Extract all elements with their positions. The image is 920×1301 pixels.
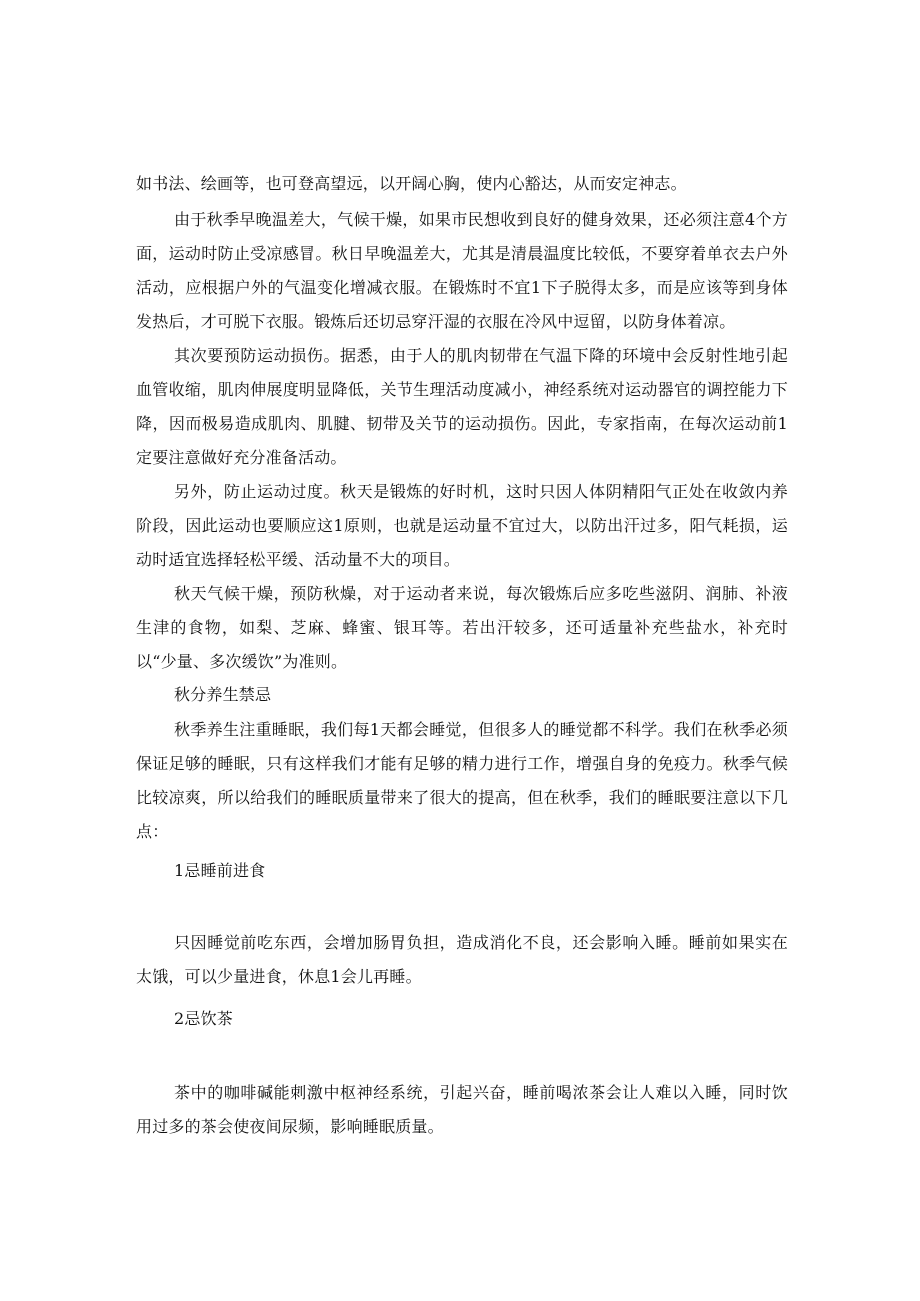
section-heading: 秋分养生禁忌 [174, 685, 272, 704]
paragraph-overexercise: 另外，防止运动过度。秋天是锻炼的好时机，这时只因人体阴精阳气正处在收敛内养阶段，因此运动也要顺应这1原则，也就是运动量不宜过大，以防出汗过多，阳气耗损，运动时适宜选择轻松平缓、活动量不大的项目。 [136, 482, 788, 569]
paragraph-temperature-difference: 由于秋季早晚温差大，气候干燥，如果市民想收到良好的健身效果，还必须注意4个方面，运动时防止受凉感冒。秋日早晚温差大，尤其是清晨温度比较低，不要穿着单衣去户外活动，应根据户外的气温变化增减衣服。在锻炼时不宜1下子脱得太多，而是应该等到身体发热后，才可脱下衣服。锻炼后还切忌穿汗湿的衣服在冷风中逗留，以防身体着凉。 [136, 210, 788, 331]
list-item-body-2: 茶中的咖啡碱能刺激中枢神经系统，引起兴奋，睡前喝浓茶会让人难以入睡，同时饮用过多的茶会使夜间尿频，影响睡眠质量。 [136, 1083, 788, 1136]
paragraph-continuation: 如书法、绘画等，也可登高望远，以开阔心胸，使内心豁达，从而安定神志。 [136, 174, 687, 193]
paragraph-autumn-dryness: 秋天气候干燥，预防秋燥，对于运动者来说，每次锻炼后应多吃些滋阴、润肺、补液生津的食物，如梨、芝麻、蜂蜜、银耳等。若出汗较多，还可适量补充些盐水，补充时以“少量、多次缓饮”为准则。 [136, 584, 788, 671]
paragraph-sleep-intro: 秋季养生注重睡眠，我们每1天都会睡觉，但很多人的睡觉都不科学。我们在秋季必须保证足够的睡眠，只有这样我们才能有足够的精力进行工作，增强自身的免疫力。秋季气候比较凉爽，所以给我们的睡眠质量带来了很大的提高，但在秋季，我们的睡眠要注意以下几点： [136, 720, 788, 841]
list-item-body-1: 只因睡觉前吃东西，会增加肠胃负担，造成消化不良，还会影响入睡。睡前如果实在太饿，可以少量进食，休息1会儿再睡。 [136, 933, 788, 986]
list-item-heading-1: 1忌睡前进食 [174, 861, 266, 880]
paragraph-sports-injury: 其次要预防运动损伤。据悉，由于人的肌肉韧带在气温下降的环境中会反射性地引起血管收缩，肌肉伸展度明显降低，关节生理活动度减小，神经系统对运动器官的调控能力下降，因而极易造成肌肉、肌腱、韧带及关节的运动损伤。因此，专家指南，在每次运动前1定要注意做好充分准备活动。 [136, 346, 788, 467]
list-item-heading-2: 2忌饮茶 [174, 1009, 233, 1028]
